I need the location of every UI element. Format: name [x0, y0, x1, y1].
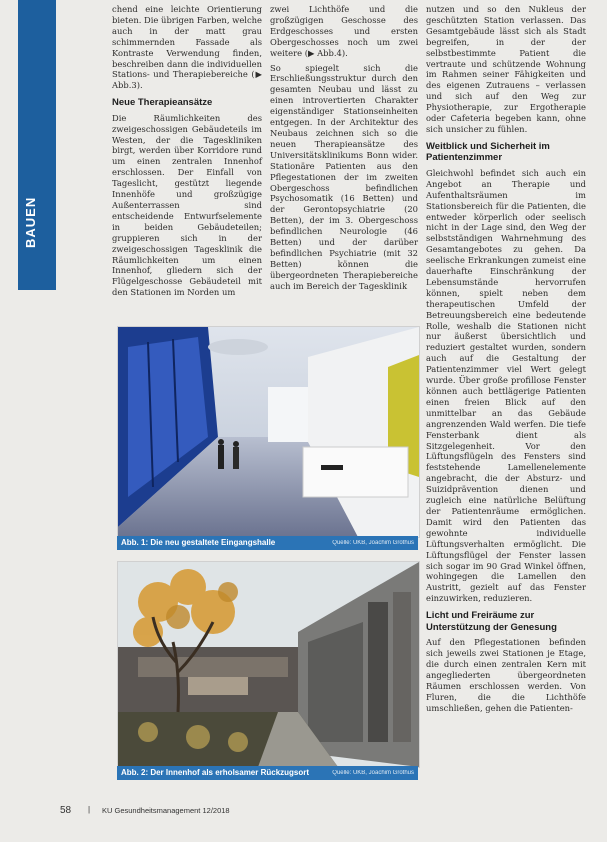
figure-1-caption-bar	[117, 536, 418, 550]
courtyard-photo	[117, 561, 420, 768]
entrance-hall-photo	[117, 326, 420, 538]
paragraph: nutzen und so den Nukleus der geschützten Station verlassen. Das Gesamtgebäude lässt sich als Stadt begreifen, in der der selbstbestimmte Patient die vertraute und schützende Wohnung im Rahmen seiner Fähigkeiten und des eigenen Zutrauens – verlassen und sich auf den Weg zur Physiotherapie, zur Ergotherapie oder Cafeteria begeben kann, ohne sich unsicher zu fühlen.	[426, 4, 586, 134]
footer-separator: |	[88, 805, 91, 814]
paragraph: Gleichwohl befindet sich auch ein Angebot an Therapie und Aufenthaltsräumen im Stationsbereich für die Patienten, die entweder körperlich oder seelisch nicht in der Lage sind, den Weg der selbstständigen Wahrnehmung des Gesamtangebotes zu gehen. Da seelische Erkrankungen zumeist eine dauerhafte Einschränkung der Lebensumstände hervorrufen können, spielt neben dem therapeutischen Umfeld der Betreuungsbereich eine bedeutende Rolle, weshalb die Stationen nicht nur äußerst übersichtlich und reduziert gestaltet wurden, sondern auch auf die Gestaltung der Patientenzimmer viel Wert gelegt wurde. Über große profillose Fenster können auch bettlägerige Patienten einen freien Blick auf den unmittelbar an das Gebäude angrenzenden Wald werfen. Die tiefe Fensterbank dient als Sitzgelegenheit. Vor den Lüftungsflügeln des Fensters sind feststehende Lamellenelemente angebracht, die der Absturz- und Suizidprävention dienen und zugleich eine natürliche Belüftung der Patientenräume ermöglichen. Damit wird den Patienten das gewohnte individuelle Lüftungsverhalten ermöglicht. Die Lüftungsflügel der Fenster lassen sich sogar im 90 Grad Winkel öffnen, wohingegen die Lamellen den Austritt, gezielt auf das Fenster einzuwirken, reduzieren.	[426, 167, 586, 604]
column-1	[112, 4, 262, 302]
page-number: 58	[60, 805, 72, 816]
paragraph: Auf den Pflegestationen befinden sich jeweils zwei Stationen je Etage, die durch einen zentralen Kern mit angegliederten übergeordneten Räumen erschlossen werden. Von Fluren, die die Lichthöfe umschließen, gehen die Patienten-	[426, 637, 586, 713]
paragraph: So spiegelt sich die Erschließungsstruktur durch den gesamten Neubau und lässt zu einen introvertierten Charakter eigenständiger Stationseinheiten entgegen. In der Architektur des Neubaus zeichnen sich so die neuen Therapieansätze des Universitätsklinikums Bonn wider. Stationäre Patienten aus den Pflegestationen der im zweiten Obergeschoss befindlichen Psychosomatik (16 Betten) und der Gerontopsychiatrie (20 Betten), der im 3. Obergeschoss befindlichen Neurologie (46 Betten) und der darüber befindlichen Psychiatrie (mit 32 Betten) können die übergeordneten Therapiebereiche auch im Bereich der Tagesklinik	[270, 62, 418, 291]
column-3	[426, 4, 586, 717]
figure-2-caption: Abb. 2: Der Innenhof als erholsamer Rückzugsort	[121, 768, 310, 777]
figure-2-caption-bar	[117, 766, 418, 780]
section-label: BAUEN	[23, 196, 38, 248]
heading-therapy: Neue Therapieansätze	[112, 97, 213, 109]
paragraph: zwei Lichthöfe und die großzügigen Geschosse des Erdgeschosses und ersten Obergeschosses noch um zwei weitere (▶ Abb.4).	[270, 4, 418, 58]
paragraph: Die Räumlichkeiten des zweigeschossigen Gebäudeteils im Westen, der die Tageskliniken birgt, werden über Korridore rund um einen zentralen Innenhof erschlossen. Der Einfall von Tageslicht, gestützt liegende Innenhöfe und großzügige Außenterrassen sind entscheidende Entwurfselemente in beiden Gebäudeteilen; gruppieren sich in der zweigeschossigen Tagesklinik die Räumlichkeiten um einen Innenhof, gliedern sich der Flügelgeschosse Gebäudeteil mit den Stationen im Norden um	[112, 112, 262, 298]
figure-2-credit: Quelle: UKB, Joachim Grothus	[332, 770, 414, 776]
heading-patient-room: Weitblick und Sicherheit im Patientenzimmer	[426, 140, 550, 164]
column-2	[270, 4, 418, 296]
figure-1-caption: Abb. 1: Die neu gestaltete Eingangshalle	[121, 538, 276, 547]
heading-light-space: Licht und Freiräume zur Unterstützung der Genesung	[426, 610, 557, 633]
figure-1-credit: Quelle: UKB, Joachim Grothus	[332, 540, 414, 546]
paragraph: chend eine leichte Orientierung bieten. Die übrigen Farben, welche auch in der matt grau schimmernden Fassade als Kontraste Verwendung finden, beschreiben dann die individuellen Stations- und Therapiebereiche (▶ Abb.3).	[112, 4, 262, 91]
publication-name: KU Gesundheitsmanagement 12/2018	[102, 806, 230, 815]
